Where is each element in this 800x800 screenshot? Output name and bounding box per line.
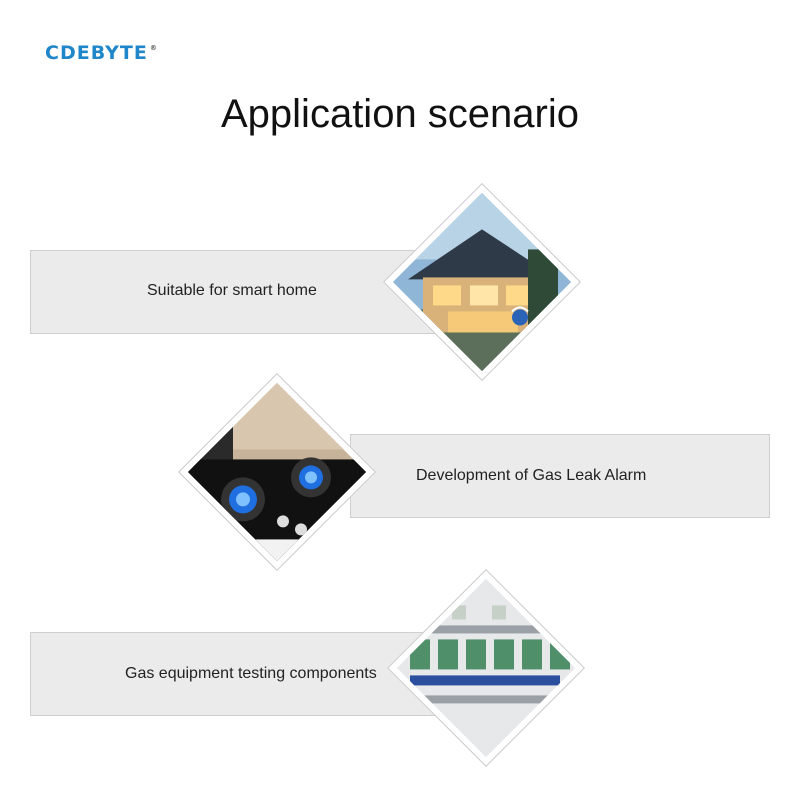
smart-home-image [383, 183, 581, 381]
brand-name: CDEBYTE [45, 42, 148, 64]
testing-rack-picture [397, 579, 575, 757]
smart-home-house-picture [393, 193, 571, 371]
scenario-label-testing: Gas equipment testing components [125, 665, 377, 682]
gas-stove-picture [188, 383, 366, 561]
testing-rack-image [387, 569, 585, 767]
gas-stove-image [178, 373, 376, 571]
brand-logo [45, 42, 157, 64]
scenario-label-smart-home: Suitable for smart home [147, 282, 317, 299]
registered-mark: ® [149, 44, 157, 52]
page-title: Application scenario [221, 92, 579, 136]
scenario-label-gas-alarm: Development of Gas Leak Alarm [416, 467, 647, 484]
